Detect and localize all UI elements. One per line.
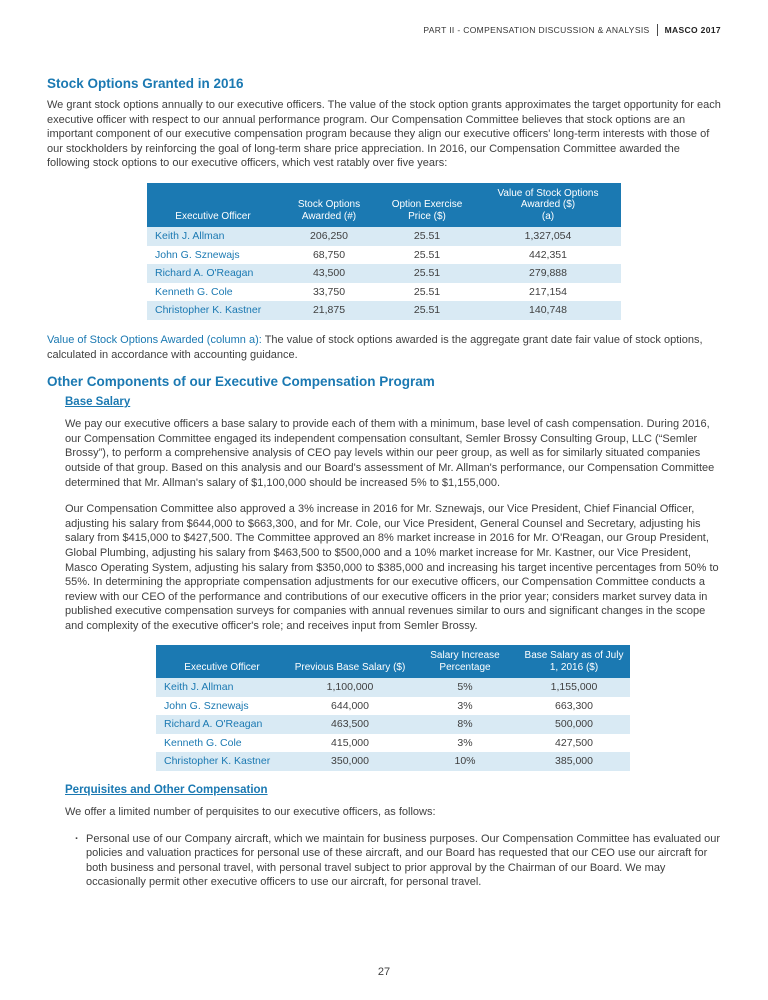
value-awarded-cell: 217,154 [529, 285, 567, 298]
value-awarded-cell: 442,351 [529, 248, 567, 261]
column-header-value-awarded [475, 183, 621, 228]
officer-name-cell: Christopher K. Kastner [155, 304, 262, 317]
officer-name-cell: John G. Sznewajs [164, 699, 249, 712]
table-row [156, 752, 630, 771]
increase-percentage-cell: 5% [457, 681, 473, 694]
section-other-components [47, 374, 721, 890]
bullet-text-aircraft: Personal use of our Company aircraft, which we maintain for business purposes. Our Compensation Committee has evaluated our policies and valuation practices for personal use of these aircraft, and our Board has requested that our CEO use our aircraft for both business and personal travel, with personal travel subject to prior approval by the Chairman of our Board. We may occasionally permit other executive officers to use our aircraft, for personal travel. [86, 832, 721, 889]
column-header-footnote-ref: (a) [541, 210, 555, 222]
column-header-value-text: Value of Stock Options Awarded ($) [497, 187, 599, 211]
column-header-executive-officer: Executive Officer [156, 645, 288, 678]
page-number: 27 [377, 966, 391, 978]
previous-salary-cell: 415,000 [331, 736, 369, 749]
page-header [47, 24, 721, 36]
table-row [147, 301, 621, 320]
page-content [47, 76, 721, 890]
footnote-a-label: Value of Stock Options Awarded (column a): [47, 333, 262, 346]
footnote-a-text: The value of stock options awarded is the aggregate grant date fair value of stock options, calculated in accordance with accounting guidance. [47, 333, 703, 361]
officer-name-cell: Kenneth G. Cole [155, 285, 233, 298]
column-header-salary-increase: Salary Increase Percentage [412, 645, 518, 678]
section-heading-stock-options: Stock Options Granted in 2016 [47, 76, 244, 91]
column-header-exercise-price: Option Exercise Price ($) [379, 183, 475, 228]
stock-options-intro-paragraph: We grant stock options annually to our executive officers. The value of the stock option grants approximates the target opportunity for each executive officer with respect to our annual performance program. Our Compensation Committee believes that stock options are an important component of our executive compensation program because they align our executive officers' long-term interests with those of our stockholders by reinforcing the goal of long-term share price appreciation. In 2016, our Compensation Committee awarded the following stock options to our executive officers, which vest ratably over five years: [47, 99, 721, 170]
base-salary-table [156, 645, 630, 771]
value-awarded-cell: 279,888 [529, 267, 567, 280]
exercise-price-cell: 25.51 [413, 248, 441, 261]
table-row [156, 697, 630, 716]
officer-name-cell: Keith J. Allman [155, 230, 225, 243]
new-salary-cell: 663,300 [555, 699, 593, 712]
section-heading-other-components: Other Components of our Executive Compensation Program [47, 374, 435, 390]
bullet-icon: · [75, 832, 79, 845]
table-row [147, 227, 621, 246]
perquisites-intro-paragraph: We offer a limited number of perquisites to our executive officers, as follows: [65, 805, 436, 818]
increase-percentage-cell: 3% [457, 736, 473, 749]
options-awarded-cell: 33,750 [312, 285, 346, 298]
footnote-a-paragraph [47, 333, 721, 362]
exercise-price-cell: 25.51 [413, 304, 441, 317]
new-salary-cell: 1,155,000 [550, 681, 598, 694]
options-awarded-cell: 21,875 [312, 304, 346, 317]
officer-name-cell: Richard A. O'Reagan [155, 267, 254, 280]
value-awarded-cell: 140,748 [529, 304, 567, 317]
column-header-options-awarded: Stock Options Awarded (#) [279, 183, 379, 228]
officer-name-cell: Richard A. O'Reagan [164, 718, 263, 731]
new-salary-cell: 385,000 [555, 755, 593, 768]
previous-salary-cell: 644,000 [331, 699, 369, 712]
base-salary-paragraph-1: We pay our executive officers a base salary to provide each of them with a minimum, base level of cash compensation. During 2016, our Compensation Committee engaged its independent compensation consultant, Semler Brossy Consulting Group, LLC (“Semler Brossy”), to perform a comprehensive analysis of CEO pay levels within our peer group, as well as for similarly situated companies outside of that group. Based on this analysis and our Board's assessment of Mr. Allman's performance, our Compensation Committee determined that Mr. Allman's salary of $1,100,000 should be increased 5% to $1,155,000. [65, 418, 715, 489]
options-awarded-cell: 43,500 [312, 267, 346, 280]
table-header-row [147, 183, 621, 228]
increase-percentage-cell: 10% [454, 755, 476, 768]
header-brand: MASCO 2017 [664, 25, 721, 35]
column-header-executive-officer: Executive Officer [147, 183, 279, 228]
table-row [156, 715, 630, 734]
subheading-perquisites: Perquisites and Other Compensation [65, 783, 268, 796]
officer-name-cell: Kenneth G. Cole [164, 736, 242, 749]
section-stock-options [47, 76, 721, 362]
table-row [156, 678, 630, 697]
header-divider [657, 24, 658, 36]
previous-salary-cell: 463,500 [331, 718, 369, 731]
column-header-previous-base-salary: Previous Base Salary ($) [288, 645, 412, 678]
exercise-price-cell: 25.51 [413, 267, 441, 280]
table-row [147, 246, 621, 265]
subsection-perquisites [65, 784, 721, 890]
table-row [147, 283, 621, 302]
header-part-title: PART II - COMPENSATION DISCUSSION & ANALYSIS [423, 25, 650, 35]
new-salary-cell: 427,500 [555, 736, 593, 749]
previous-salary-cell: 350,000 [331, 755, 369, 768]
subheading-base-salary: Base Salary [65, 396, 131, 409]
increase-percentage-cell: 3% [457, 699, 473, 712]
previous-salary-cell: 1,100,000 [326, 681, 374, 694]
increase-percentage-cell: 8% [457, 718, 473, 731]
exercise-price-cell: 25.51 [413, 230, 441, 243]
table-row [147, 264, 621, 283]
table-row [156, 734, 630, 753]
base-salary-paragraph-2: Our Compensation Committee also approved a 3% increase in 2016 for Mr. Sznewajs, our Vice President, Chief Financial Officer, adjusting his salary from $644,000 to $663,300, and for Mr. Cole, our Vice President, General Counsel and Secretary, adjusting his salary from $415,000 to $427,500. The Committee approved an 8% market increase in 2016 for Mr. O'Reagan, our Group President, Global Plumbing, adjusting his salary from $463,500 to $500,000 and a 10% market increase for Mr. Kastner, our Vice President, Masco Operating System, adjusting his salary from $350,000 to $385,000 and increasing his target incentive percentages from 50% to 55%. In determining the appropriate compensation adjustments for our executive officers, our Compensation Committee conducts a review with our CEO of the performance and contributions of our executive officers in the prior year; considers market survey data in published executive compensation surveys for companies with annual revenues similar to ours and significant changes in the scope and complexity of the executive officer's role; and receives input from Semler Brossy. [65, 503, 719, 632]
value-awarded-cell: 1,327,054 [524, 230, 572, 243]
stock-options-table [147, 183, 621, 320]
subsection-base-salary [65, 396, 721, 771]
officer-name-cell: Christopher K. Kastner [164, 755, 271, 768]
officer-name-cell: John G. Sznewajs [155, 248, 240, 261]
bullet-item-aircraft [75, 832, 721, 890]
officer-name-cell: Keith J. Allman [164, 681, 234, 694]
table-header-row [156, 645, 630, 678]
column-header-new-base-salary: Base Salary as of July 1, 2016 ($) [518, 645, 630, 678]
options-awarded-cell: 68,750 [312, 248, 346, 261]
new-salary-cell: 500,000 [555, 718, 593, 731]
page-footer [0, 966, 768, 978]
options-awarded-cell: 206,250 [310, 230, 348, 243]
exercise-price-cell: 25.51 [413, 285, 441, 298]
